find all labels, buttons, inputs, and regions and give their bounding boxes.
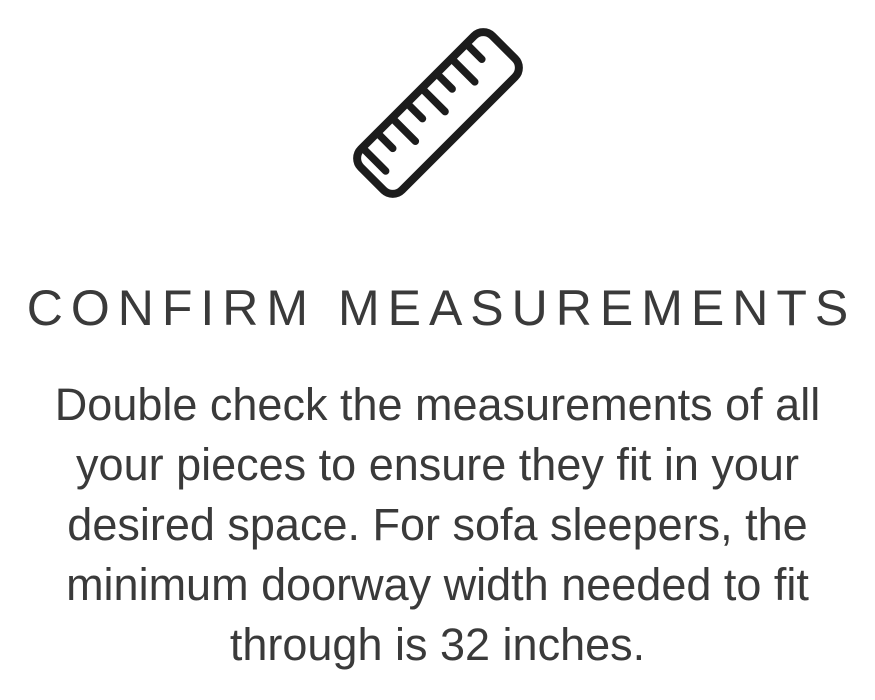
description-line: desired space. For sofa sleepers, the [67, 499, 808, 550]
description [0, 375, 875, 675]
description-line: your pieces to ensure they fit in your [76, 439, 799, 490]
section-title: CONFIRM MEASUREMENTS [26, 280, 857, 336]
description-line: minimum doorway width needed to fit [66, 559, 809, 610]
icon-row [0, 0, 875, 213]
ruler-icon [338, 13, 538, 213]
description-line: through is 32 inches. [229, 619, 646, 670]
description-line: Double check the measurements of all [54, 379, 821, 430]
